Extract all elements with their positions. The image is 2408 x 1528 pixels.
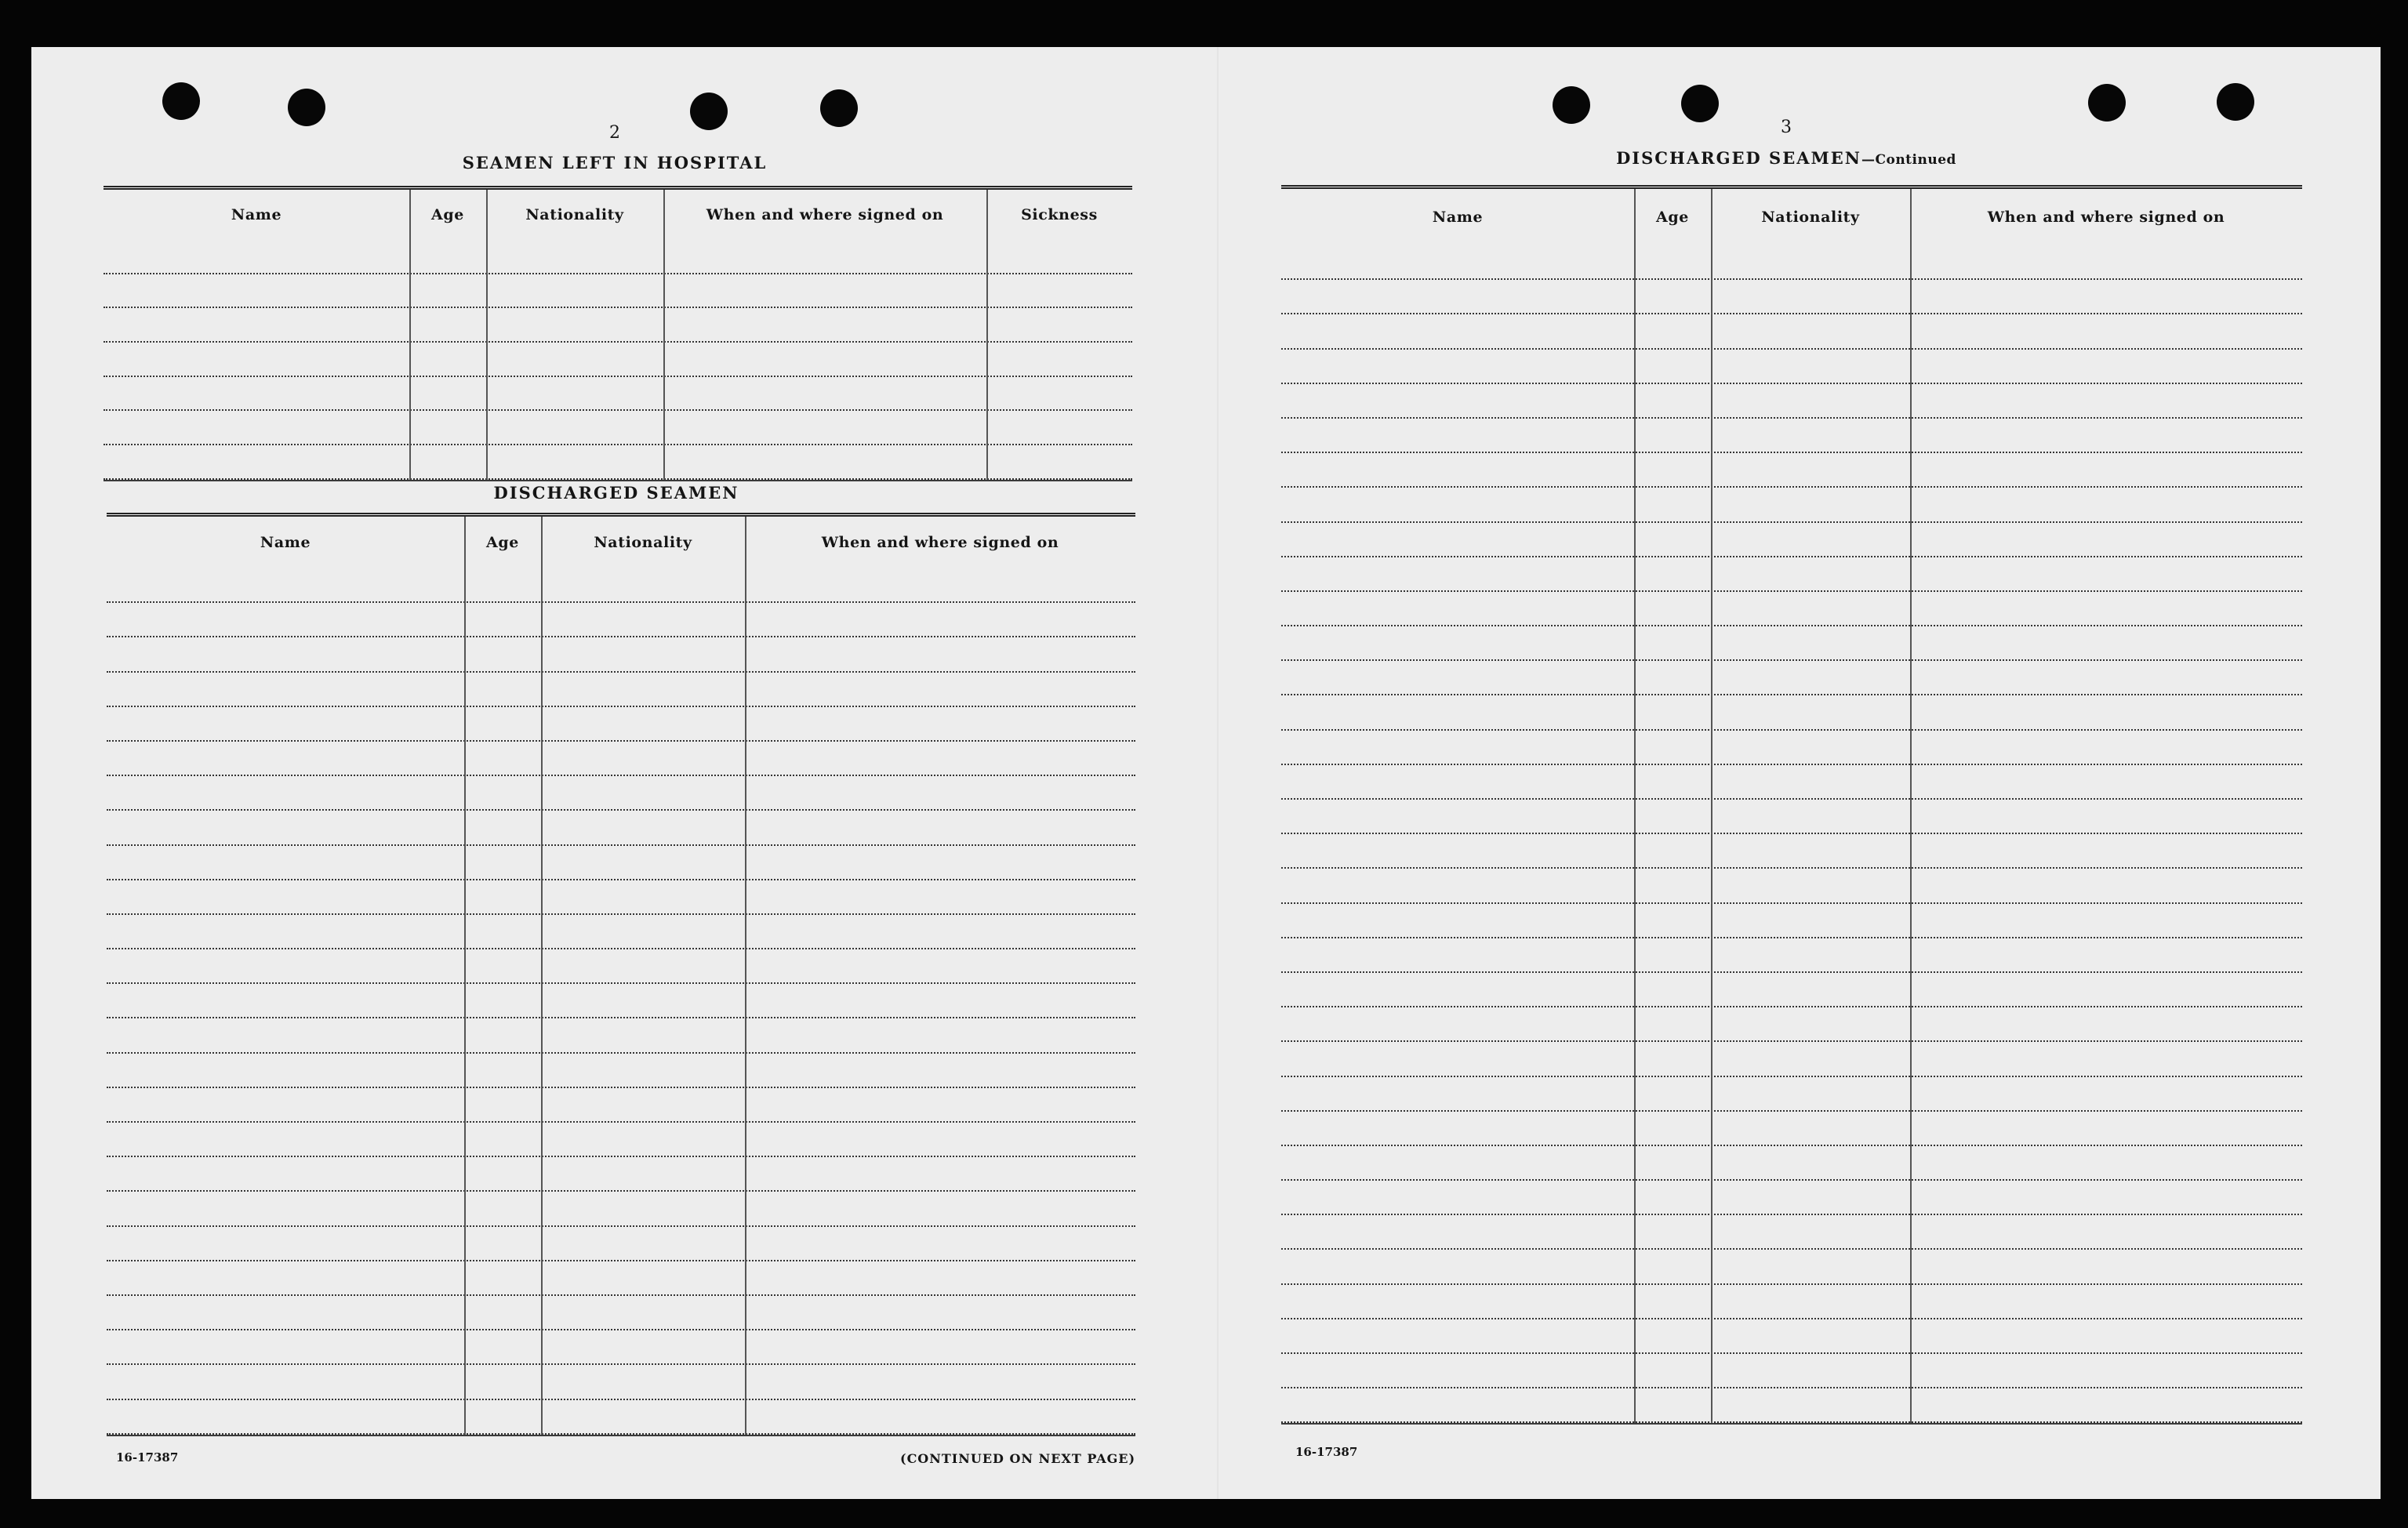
table-row[interactable] <box>107 776 1135 811</box>
discharged-section-title: DISCHARGED SEAMEN <box>493 483 739 503</box>
column-divider <box>1910 245 1912 1423</box>
punch-hole <box>288 89 325 126</box>
punch-hole <box>1681 85 1719 122</box>
table-row[interactable] <box>1281 557 2302 592</box>
right-form-number: 16-17387 <box>1295 1445 1358 1459</box>
punch-hole <box>2217 83 2254 121</box>
discharged-ledger-body <box>107 568 1135 1435</box>
hospital-col-when-and-where-signed-on: When and where signed on <box>706 206 944 223</box>
table-row[interactable] <box>104 445 1132 480</box>
table-row[interactable] <box>1281 695 2302 730</box>
column-divider <box>663 240 665 480</box>
table-row[interactable] <box>107 603 1135 637</box>
punch-hole <box>820 89 858 127</box>
punch-hole <box>690 93 728 130</box>
table-row[interactable] <box>1281 1077 2302 1112</box>
table-row[interactable] <box>104 240 1132 274</box>
table-row[interactable] <box>107 1192 1135 1226</box>
table-row[interactable] <box>107 1054 1135 1088</box>
right-page-number: 3 <box>1781 118 1792 137</box>
table-row[interactable] <box>1281 350 2302 384</box>
column-divider <box>464 568 466 1435</box>
table-row[interactable] <box>1281 1181 2302 1215</box>
table-row[interactable] <box>104 343 1132 377</box>
column-divider <box>541 568 543 1435</box>
table-row[interactable] <box>1281 765 2302 800</box>
table-row[interactable] <box>1281 1112 2302 1146</box>
table-row[interactable] <box>1281 1042 2302 1076</box>
table-row[interactable] <box>104 274 1132 309</box>
column-divider <box>663 190 665 240</box>
table-row[interactable] <box>104 411 1132 445</box>
table-row[interactable] <box>1281 523 2302 557</box>
punch-hole <box>162 82 200 120</box>
discharged-col-nationality: Nationality <box>594 534 692 551</box>
table-row[interactable] <box>1281 904 2302 938</box>
hospital-col-age: Age <box>431 206 464 223</box>
continued-col-age: Age <box>1656 209 1689 226</box>
continued-section-title <box>1614 148 1959 168</box>
column-divider <box>486 190 488 240</box>
table-row[interactable] <box>1281 800 2302 834</box>
table-row[interactable] <box>104 308 1132 343</box>
table-row[interactable] <box>107 637 1135 672</box>
table-row[interactable] <box>107 1157 1135 1192</box>
hospital-col-sickness: Sickness <box>1021 206 1098 223</box>
punch-hole <box>1553 86 1590 124</box>
table-row[interactable] <box>107 811 1135 845</box>
table-row[interactable] <box>107 568 1135 603</box>
table-row[interactable] <box>107 846 1135 880</box>
page-fold <box>1217 47 1219 1499</box>
table-row[interactable] <box>104 377 1132 412</box>
table-row[interactable] <box>1281 314 2302 349</box>
column-divider <box>486 240 488 480</box>
table-row[interactable] <box>1281 592 2302 626</box>
table-row[interactable] <box>107 1296 1135 1330</box>
hospital-col-nationality: Nationality <box>525 206 624 223</box>
table-row[interactable] <box>1281 1319 2302 1354</box>
table-row[interactable] <box>107 1123 1135 1157</box>
column-divider <box>1711 245 1712 1423</box>
table-row[interactable] <box>107 742 1135 776</box>
table-row[interactable] <box>1281 488 2302 522</box>
column-divider <box>464 517 466 568</box>
column-divider <box>1634 189 1636 245</box>
table-row[interactable] <box>107 880 1135 915</box>
table-row[interactable] <box>107 1365 1135 1399</box>
continued-title-main: DISCHARGED SEAMEN <box>1616 148 1861 168</box>
column-divider <box>409 240 411 480</box>
table-row[interactable] <box>1281 453 2302 488</box>
table-row[interactable] <box>1281 661 2302 695</box>
table-row[interactable] <box>107 1227 1135 1261</box>
column-divider <box>1711 189 1712 245</box>
table-row[interactable] <box>1281 1215 2302 1250</box>
continued-col-when-and-where-signed-on: When and where signed on <box>1987 209 2225 226</box>
column-divider <box>745 568 746 1435</box>
table-row[interactable] <box>1281 280 2302 314</box>
table-row[interactable] <box>1281 626 2302 661</box>
table-row[interactable] <box>1281 869 2302 903</box>
table-row[interactable] <box>1281 419 2302 453</box>
discharged-col-when-and-where-signed-on: When and where signed on <box>821 534 1059 551</box>
hospital-ledger-body <box>104 240 1132 480</box>
column-divider <box>986 240 988 480</box>
table-row[interactable] <box>107 1330 1135 1365</box>
table-row[interactable] <box>107 1400 1135 1435</box>
table-row[interactable] <box>1281 834 2302 869</box>
continued-title-suffix: —Continued <box>1861 152 1956 168</box>
table-row[interactable] <box>1281 973 2302 1007</box>
table-row[interactable] <box>1281 245 2302 280</box>
left-page-number: 2 <box>609 123 620 143</box>
table-row[interactable] <box>1281 1388 2302 1423</box>
table-row[interactable] <box>1281 938 2302 973</box>
table-row[interactable] <box>107 1261 1135 1296</box>
table-row[interactable] <box>107 673 1135 707</box>
column-divider <box>986 190 988 240</box>
table-row[interactable] <box>107 984 1135 1018</box>
discharged-ledger-header <box>107 517 1135 568</box>
table-row[interactable] <box>107 915 1135 949</box>
table-row[interactable] <box>1281 1354 2302 1388</box>
hospital-ledger-header <box>104 190 1132 240</box>
table-row[interactable] <box>107 1088 1135 1123</box>
continued-note: (CONTINUED ON NEXT PAGE) <box>900 1451 1136 1466</box>
column-divider <box>541 517 543 568</box>
continued-ledger-header <box>1281 189 2302 245</box>
left-form-number: 16-17387 <box>116 1450 179 1464</box>
continued-ledger-body <box>1281 245 2302 1423</box>
column-divider <box>1910 189 1912 245</box>
discharged-col-age: Age <box>486 534 519 551</box>
hospital-ledger <box>104 186 1132 481</box>
table-row[interactable] <box>107 1018 1135 1053</box>
table-row[interactable] <box>1281 1146 2302 1181</box>
continued-col-nationality: Nationality <box>1761 209 1860 226</box>
table-row[interactable] <box>1281 1285 2302 1319</box>
table-row[interactable] <box>1281 1250 2302 1284</box>
discharged-ledger <box>107 513 1135 1436</box>
punch-hole <box>2088 84 2126 122</box>
discharged-col-name: Name <box>260 534 311 551</box>
hospital-section-title: SEAMEN LEFT IN HOSPITAL <box>462 153 768 172</box>
table-row[interactable] <box>107 707 1135 742</box>
continued-ledger <box>1281 185 2302 1425</box>
column-divider <box>745 517 746 568</box>
table-row[interactable] <box>1281 384 2302 419</box>
column-divider <box>1634 245 1636 1423</box>
hospital-col-name: Name <box>231 206 282 223</box>
table-row[interactable] <box>107 949 1135 984</box>
table-row[interactable] <box>1281 1007 2302 1042</box>
column-divider <box>409 190 411 240</box>
table-row[interactable] <box>1281 731 2302 765</box>
continued-col-name: Name <box>1432 209 1484 226</box>
